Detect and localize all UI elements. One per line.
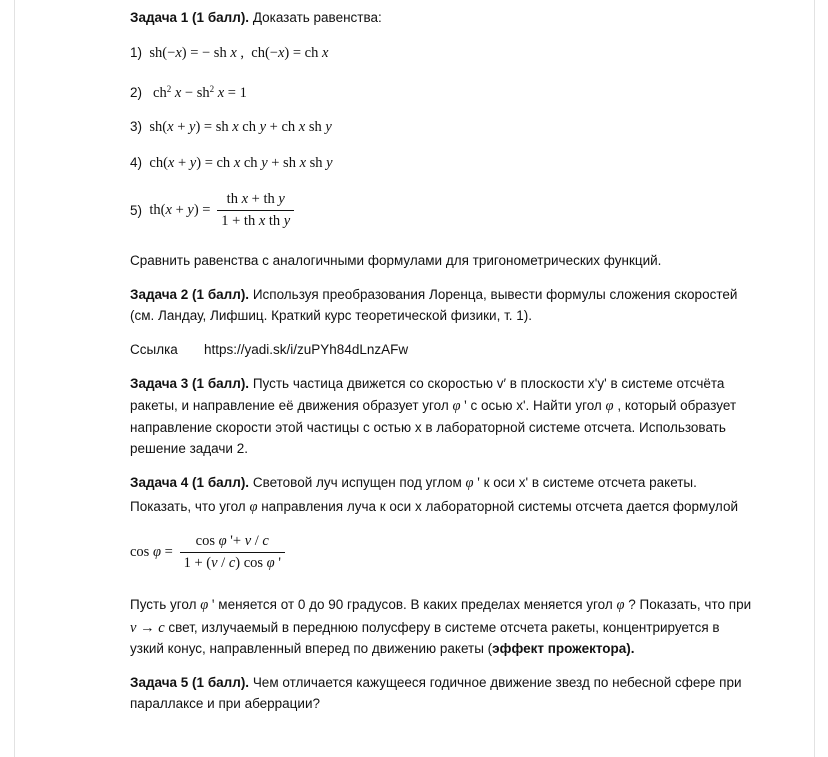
- task4-p-line-2: [130, 618, 720, 638]
- task4-p-line-3: [130, 639, 635, 659]
- task4-line-2: [130, 497, 738, 517]
- phi-prime-symbol: φ ': [465, 475, 480, 491]
- task5-line-1: [130, 673, 742, 693]
- text-segment: свет, излучаемый в переднюю полусферу в системе отсчета ракеты, концентрируется в: [164, 620, 720, 635]
- task1-formula-3: 3) sh(x + y) = sh x ch y + ch x sh y: [130, 119, 332, 135]
- task1-formula-1: 1) sh(−x) = − sh x , ch(−x) = ch x: [130, 45, 329, 61]
- item-number: 5): [130, 203, 143, 218]
- text-segment: Показать, что угол: [130, 499, 250, 514]
- item-number: 3): [130, 119, 143, 134]
- task3-line-1: [130, 374, 724, 394]
- link-url[interactable]: https://yadi.sk/i/zuPYh84dLnzAFw: [204, 342, 409, 357]
- task2-link-row: [130, 340, 408, 360]
- task3-line-3: направление скорости этой частицы с остью x в лабораторной системе отсчета. Использовать: [130, 420, 726, 435]
- text-segment: ? Показать, что при: [624, 597, 752, 612]
- page-edge-left: [14, 0, 15, 757]
- task4-formula: cos φ = $\frac{\text{cos φ '+ v / c}}{\text{1 + (v / c) cos φ '}}$: [130, 533, 285, 572]
- text-segment: к оси x' в системе отсчета ракеты.: [479, 475, 697, 490]
- item-number: 4): [130, 155, 143, 170]
- task2-line-1: [130, 285, 737, 305]
- task5-title: Задача 5 (1 балл).: [130, 675, 250, 690]
- item-number: 2): [130, 85, 143, 100]
- task1-text: Доказать равенства:: [249, 10, 382, 25]
- task2-text: Используя преобразования Лоренца, вывести формулы сложения скоростей: [249, 287, 738, 302]
- task3-text: Пусть частица движется со скоростью v′ в плоскости x'y' в системе отсчёта: [249, 376, 725, 391]
- text-segment: Чем отличается кажущееся годичное движение звезд по небесной сфере при: [249, 675, 742, 690]
- phi-symbol: φ: [616, 597, 625, 613]
- text-segment: Световой луч испущен под углом: [249, 475, 466, 490]
- item-number: 1): [130, 45, 143, 60]
- task5-line-2: параллаксе и при аберрации?: [130, 696, 321, 711]
- searchlight-effect: эффект прожектора).: [492, 641, 635, 656]
- task3-line-4: решение задачи 2.: [130, 441, 248, 456]
- task1-formula-2: 2) $ch^2$ $x - sh^2$ x = 1: [130, 84, 247, 101]
- page-edge-right: [814, 0, 815, 757]
- task3-title: Задача 3 (1 балл).: [130, 376, 250, 391]
- task1-compare: Сравнить равенства с аналогичными формулами для тригонометрических функций.: [130, 253, 662, 268]
- task2-line-2: (см. Ландау, Лифшиц. Краткий курс теоретической физики, т. 1).: [130, 308, 533, 323]
- task2-title: Задача 2 (1 балл).: [130, 287, 250, 302]
- text-segment: Пусть угол: [130, 597, 201, 612]
- task4-line-1: [130, 473, 697, 493]
- text-segment: с осью x'. Найти угол: [466, 398, 606, 413]
- fraction: $\frac{\text{cos φ '+ v / c}}{\text{1 + (v / c) cos φ '}}$: [180, 533, 285, 572]
- text-segment: узкий конус, направленный вперед по движению ракеты (: [130, 641, 493, 656]
- task1-title: Задача 1 (1 балл).: [130, 10, 250, 25]
- phi-prime-symbol: φ ': [200, 597, 215, 613]
- task1-formula-4: 4) ch(x + y) = ch x ch y + sh x sh y: [130, 155, 333, 171]
- task4-p-line-1: [130, 595, 751, 615]
- phi-symbol: φ: [605, 398, 614, 414]
- task1-heading: [130, 8, 382, 28]
- text-segment: , который образует: [613, 398, 737, 413]
- phi-symbol: φ: [249, 499, 258, 515]
- task4-title: Задача 4 (1 балл).: [130, 475, 250, 490]
- text-segment: направления луча к оси x лабораторной системы отсчета дается формулой: [257, 499, 739, 514]
- fraction: $\frac{\text{th x + th y}}{\text{1 + th x th y}}$: [217, 191, 294, 230]
- text-segment: ракеты, и направление её движения образует угол: [130, 398, 453, 413]
- link-label: Ссылка: [130, 342, 178, 357]
- v-to-c-symbol: v → c: [130, 620, 165, 636]
- task1-formula-5: 5) th(x + y) = $\frac{\text{th x + th y}}{\text{1 + th x th y}}$: [130, 191, 294, 230]
- task3-line-2: [130, 396, 736, 416]
- text-segment: меняется от 0 до 90 градусов. В каких пределах меняется угол: [214, 597, 617, 612]
- phi-prime-symbol: φ ': [452, 398, 467, 414]
